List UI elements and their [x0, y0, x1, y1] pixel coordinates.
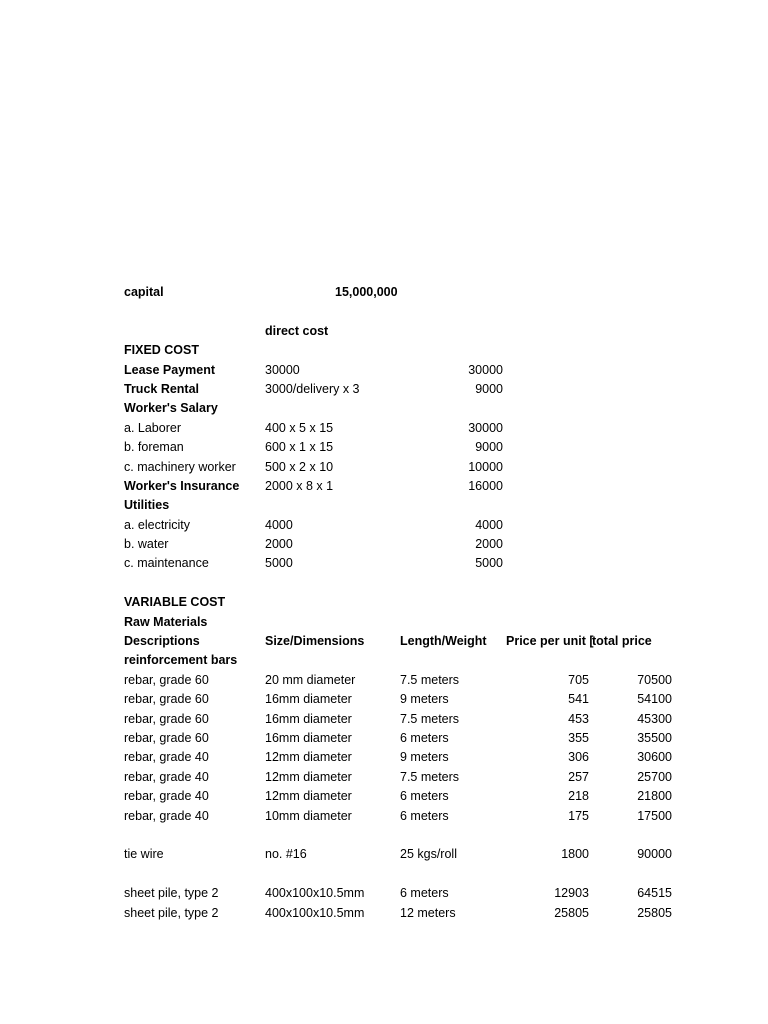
fixed-cost-formula: 3000/delivery x 3: [265, 381, 360, 396]
material-size: 400x100x10.5mm: [265, 905, 365, 920]
material-price: 705: [568, 672, 589, 687]
material-length: 7.5 meters: [400, 711, 460, 726]
variable-cost-title: VARIABLE COST: [124, 595, 226, 610]
rebar-row: [124, 710, 684, 729]
fixed-cost-label: Worker's Salary: [124, 401, 218, 416]
header-total: total price: [592, 634, 652, 649]
reinforcement-bars-label: reinforcement bars: [124, 653, 238, 668]
fixed-cost-label: Worker's Insurance: [124, 478, 240, 493]
material-description: sheet pile, type 2: [124, 886, 219, 901]
tie-wire-length: 25 kgs/roll: [400, 847, 457, 862]
material-description: rebar, grade 60: [124, 672, 209, 687]
fixed-cost-row: [124, 477, 684, 496]
fixed-cost-amount: 2000: [475, 537, 503, 552]
raw-materials-label: Raw Materials: [124, 614, 208, 629]
tie-wire-price: 1800: [561, 847, 589, 862]
material-size: 16mm diameter: [265, 692, 352, 707]
sheet-pile-rows: [124, 884, 684, 923]
material-length: 7.5 meters: [400, 769, 460, 784]
material-total: 64515: [637, 886, 672, 901]
material-length: 6 meters: [400, 789, 449, 804]
tie-wire-row: [124, 845, 684, 864]
fixed-cost-label: c. machinery worker: [124, 459, 236, 474]
fixed-cost-label: a. Laborer: [124, 420, 181, 435]
material-total: 54100: [637, 692, 672, 707]
rebar-row: [124, 729, 684, 748]
material-price: 218: [568, 789, 589, 804]
material-length: 6 meters: [400, 808, 449, 823]
material-price: 25805: [554, 905, 589, 920]
material-total: 35500: [637, 730, 672, 745]
material-total: 70500: [637, 672, 672, 687]
material-total: 17500: [637, 808, 672, 823]
header-length: Length/Weight: [400, 634, 487, 649]
blank-row: [124, 865, 684, 884]
material-size: 20 mm diameter: [265, 672, 356, 687]
header-descriptions: Descriptions: [124, 634, 200, 649]
tie-wire-description: tie wire: [124, 847, 164, 862]
material-total: 30600: [637, 750, 672, 765]
fixed-cost-formula: 5000: [265, 556, 293, 571]
capital-value: 15,000,000: [335, 285, 398, 299]
fixed-cost-row: [124, 535, 684, 554]
material-size: 400x100x10.5mm: [265, 886, 365, 901]
direct-cost-header-row: [124, 322, 684, 341]
material-length: 6 meters: [400, 886, 449, 901]
fixed-cost-amount: 5000: [475, 556, 503, 571]
direct-cost-header: direct cost: [265, 323, 329, 338]
fixed-cost-amount: 30000: [468, 362, 503, 377]
fixed-cost-formula: 400 x 5 x 15: [265, 420, 334, 435]
fixed-cost-formula: 2000: [265, 537, 293, 552]
sheet-pile-row: [124, 904, 684, 923]
rebar-row: [124, 748, 684, 767]
rebar-row: [124, 787, 684, 806]
fixed-cost-row: [124, 399, 684, 418]
fixed-cost-row: [124, 361, 684, 380]
material-price: 541: [568, 692, 589, 707]
fixed-cost-title-row: [124, 341, 684, 360]
material-size: 10mm diameter: [265, 808, 352, 823]
group-label-row: [124, 651, 684, 670]
fixed-cost-row: [124, 516, 684, 535]
material-description: rebar, grade 40: [124, 750, 209, 765]
fixed-cost-title: FIXED COST: [124, 343, 200, 358]
rebar-rows: [124, 671, 684, 826]
material-length: 9 meters: [400, 692, 449, 707]
header-size: Size/Dimensions: [265, 634, 365, 649]
blank-row: [124, 826, 684, 845]
material-price: 257: [568, 769, 589, 784]
rebar-row: [124, 671, 684, 690]
material-total: 25700: [637, 769, 672, 784]
material-price: 175: [568, 808, 589, 823]
material-length: 12 meters: [400, 905, 456, 920]
fixed-cost-amount: 16000: [468, 478, 503, 493]
material-size: 16mm diameter: [265, 730, 352, 745]
fixed-cost-label: Utilities: [124, 498, 170, 513]
material-length: 7.5 meters: [400, 672, 460, 687]
fixed-cost-formula: 4000: [265, 517, 293, 532]
material-size: 16mm diameter: [265, 711, 352, 726]
material-size: 12mm diameter: [265, 750, 352, 765]
tie-wire-total: 90000: [637, 847, 672, 862]
material-price: 306: [568, 750, 589, 765]
fixed-cost-row: [124, 380, 684, 399]
fixed-cost-amount: 9000: [475, 381, 503, 396]
blank-row: [124, 302, 684, 321]
fixed-cost-formula: 600 x 1 x 15: [265, 440, 334, 455]
raw-materials-row: [124, 613, 684, 632]
rebar-row: [124, 690, 684, 709]
fixed-cost-label: b. foreman: [124, 440, 184, 455]
fixed-cost-amount: 9000: [475, 440, 503, 455]
material-description: rebar, grade 60: [124, 692, 209, 707]
material-price: 12903: [554, 886, 589, 901]
material-description: rebar, grade 40: [124, 789, 209, 804]
blank-row: [124, 574, 684, 593]
fixed-cost-formula: 500 x 2 x 10: [265, 459, 334, 474]
fixed-cost-formula: 2000 x 8 x 1: [265, 478, 334, 493]
fixed-cost-label: Truck Rental: [124, 381, 200, 396]
fixed-cost-row: [124, 419, 684, 438]
material-description: rebar, grade 60: [124, 711, 209, 726]
fixed-cost-row: [124, 458, 684, 477]
material-length: 6 meters: [400, 730, 449, 745]
sheet-pile-row: [124, 884, 684, 903]
cost-sheet: [124, 283, 684, 923]
fixed-cost-label: a. electricity: [124, 517, 190, 532]
material-description: rebar, grade 40: [124, 769, 209, 784]
material-length: 9 meters: [400, 750, 449, 765]
capital-row: [124, 283, 684, 302]
tie-wire-size: no. #16: [265, 847, 307, 862]
variable-cost-title-row: [124, 593, 684, 612]
material-price: 453: [568, 711, 589, 726]
fixed-cost-rows: [124, 361, 684, 574]
fixed-cost-label: Lease Payment: [124, 362, 216, 377]
material-total: 21800: [637, 789, 672, 804]
fixed-cost-label: c. maintenance: [124, 556, 209, 571]
material-price: 355: [568, 730, 589, 745]
capital-label: capital: [124, 285, 164, 299]
column-headers-row: [124, 632, 684, 651]
fixed-cost-row: [124, 438, 684, 457]
material-description: rebar, grade 60: [124, 730, 209, 745]
material-size: 12mm diameter: [265, 769, 352, 784]
material-total: 25805: [637, 905, 672, 920]
fixed-cost-label: b. water: [124, 537, 169, 552]
material-size: 12mm diameter: [265, 789, 352, 804]
fixed-cost-amount: 4000: [475, 517, 503, 532]
fixed-cost-amount: 10000: [468, 459, 503, 474]
rebar-row: [124, 807, 684, 826]
fixed-cost-amount: 30000: [468, 420, 503, 435]
material-description: rebar, grade 40: [124, 808, 209, 823]
fixed-cost-row: [124, 496, 684, 515]
header-price: Price per unit [: [506, 634, 594, 649]
fixed-cost-row: [124, 554, 684, 573]
material-description: sheet pile, type 2: [124, 905, 219, 920]
rebar-row: [124, 768, 684, 787]
material-total: 45300: [637, 711, 672, 726]
fixed-cost-formula: 30000: [265, 362, 300, 377]
